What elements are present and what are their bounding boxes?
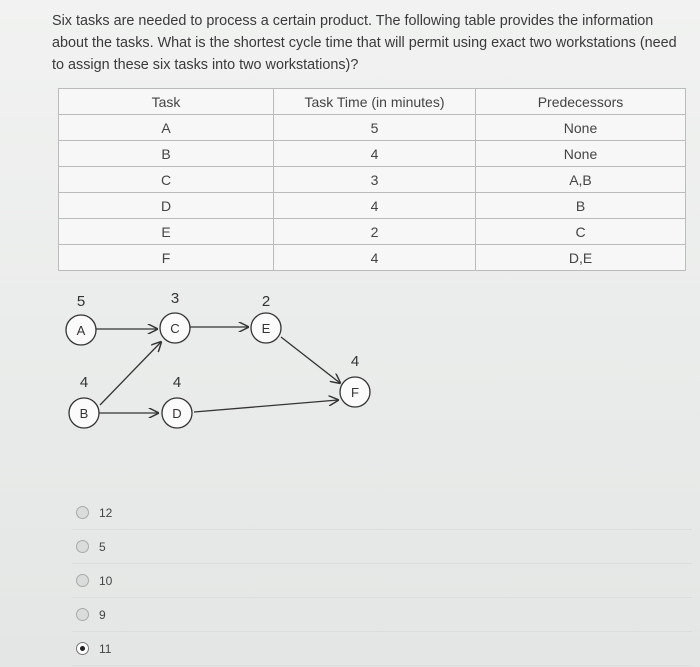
node-b-time: 4 [79, 374, 89, 391]
node-f [340, 353, 370, 407]
answer-option-label: 10 [99, 573, 113, 588]
answer-option-label: 9 [99, 607, 106, 622]
node-a-time: 5 [76, 293, 86, 310]
radio-button[interactable] [76, 574, 89, 587]
radio-button-selected[interactable] [76, 642, 89, 655]
header-task-time: Task Time (in minutes) [274, 89, 476, 115]
answer-options [72, 496, 692, 666]
answer-option[interactable] [72, 496, 692, 530]
cell-time: 3 [274, 167, 476, 193]
answer-option[interactable] [72, 564, 692, 598]
cell-predecessors: None [476, 115, 686, 141]
cell-predecessors: None [476, 141, 686, 167]
cell-time: 5 [274, 115, 476, 141]
table-row [59, 193, 686, 219]
node-f-time: 4 [350, 353, 360, 370]
node-c-time: 3 [170, 290, 180, 307]
radio-button[interactable] [76, 506, 89, 519]
answer-option-label: 11 [99, 641, 112, 656]
cell-predecessors: B [476, 193, 686, 219]
node-c [160, 290, 190, 343]
table-row [59, 245, 686, 271]
cell-time: 4 [274, 245, 476, 271]
cell-predecessors: C [476, 219, 686, 245]
node-f-label: F [351, 385, 359, 400]
node-e-label: E [261, 321, 271, 336]
cell-task: E [59, 219, 274, 245]
cell-predecessors: A,B [476, 167, 686, 193]
node-a [66, 293, 96, 345]
cell-task: A [59, 115, 274, 141]
cell-time: 2 [274, 219, 476, 245]
table-row [59, 141, 686, 167]
answer-option-label: 12 [99, 505, 113, 520]
table-row [59, 167, 686, 193]
edge-b-c [100, 342, 161, 405]
node-e-time: 2 [261, 293, 271, 310]
table-row [59, 115, 686, 141]
edge-e-f [281, 337, 340, 383]
answer-option-label: 5 [99, 539, 106, 554]
table-header-row [59, 89, 686, 115]
node-a-label: A [76, 323, 86, 338]
cell-task: F [59, 245, 274, 271]
table-row [59, 219, 686, 245]
cell-task: D [59, 193, 274, 219]
node-b [69, 374, 99, 428]
node-b-label: B [79, 406, 89, 421]
node-e [251, 293, 281, 343]
node-d [162, 374, 192, 428]
cell-predecessors: D,E [476, 245, 686, 271]
header-predecessors: Predecessors [476, 89, 686, 115]
question-text: Six tasks are needed to process a certain product. The following table provides the information about the tasks. What is the shortest cycle time that will permit using exact two workstations (need to assign these six tasks into two workstations)? [52, 13, 677, 73]
header-task: Task [59, 89, 274, 115]
cell-task: B [59, 141, 274, 167]
node-c-label: C [170, 321, 180, 336]
cell-task: C [59, 167, 274, 193]
cell-time: 4 [274, 193, 476, 219]
answer-option[interactable] [72, 598, 692, 632]
precedence-diagram [0, 270, 420, 450]
edge-d-f [194, 400, 338, 412]
radio-button[interactable] [76, 608, 89, 621]
node-d-time: 4 [172, 374, 182, 391]
node-d-label: D [172, 406, 182, 421]
task-table [58, 88, 686, 271]
answer-option[interactable] [72, 530, 692, 564]
cell-time: 4 [274, 141, 476, 167]
answer-option[interactable] [72, 632, 692, 666]
radio-button[interactable] [76, 540, 89, 553]
